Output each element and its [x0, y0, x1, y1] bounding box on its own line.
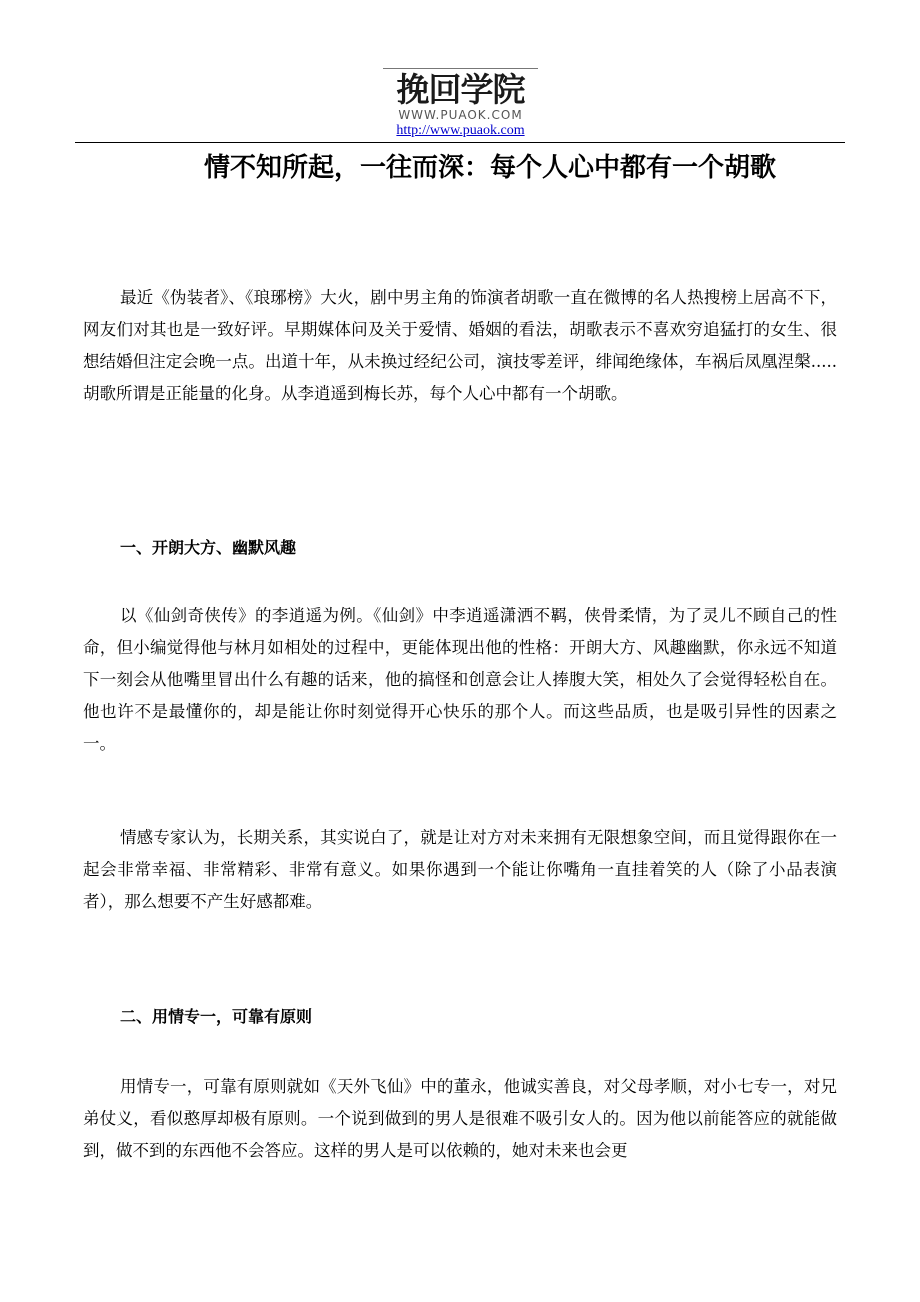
section-heading-2: 二、用情专一，可靠有原则 — [120, 1007, 313, 1026]
header-divider — [75, 142, 845, 143]
site-logo: 挽回学院 — [396, 70, 525, 109]
logo-top-rule — [383, 68, 538, 69]
logo-subtitle: WWW.PUAOK.COM — [398, 108, 523, 122]
page-header — [0, 0, 920, 150]
site-url-link[interactable]: http://www.puaok.com — [396, 123, 525, 138]
section-heading-1: 一、开朗大方、幽默风趣 — [120, 538, 297, 557]
intro-paragraph: 最近《伪装者》、《琅琊榜》大火，剧中男主角的饰演者胡歌一直在微博的名人热搜榜上居高不下，网友们对其也是一致好评。早期媒体问及关于爱情、婚姻的看法，胡歌表示不喜欢穷追猛打的女生、很想结婚但注定会晚一点。出道十年，从未换过经纪公司，演技零差评，绯闻绝缘体，车祸后凤凰涅槃.....胡歌所谓是正能量的化身。从李逍遥到梅长苏，每个人心中都有一个胡歌。 — [83, 288, 837, 403]
article-title: 情不知所起，一往而深：每个人心中都有一个胡歌 — [203, 153, 776, 183]
section-1-paragraph-1: 以《仙剑奇侠传》的李逍遥为例。《仙剑》中李逍遥潇洒不羁，侠骨柔情，为了灵儿不顾自己的性命，但小编觉得他与林月如相处的过程中，更能体现出他的性格：开朗大方、风趣幽默，你永远不知道下一刻会从他嘴里冒出什么有趣的话来，他的搞怪和创意会让人捧腹大笑，相处久了会觉得轻松自在。他也许不是最懂你的，却是能让你时刻觉得开心快乐的那个人。而这些品质，也是吸引异性的因素之一。 — [83, 606, 837, 753]
section-1-paragraph-2: 情感专家认为，长期关系，其实说白了，就是让对方对未来拥有无限想象空间，而且觉得跟你在一起会非常幸福、非常精彩、非常有意义。如果你遇到一个能让你嘴角一直挂着笑的人（除了小品表演者），那么想要不产生好感都难。 — [83, 828, 837, 911]
section-2-paragraph-1: 用情专一，可靠有原则就如《天外飞仙》中的董永，他诚实善良，对父母孝顺，对小七专一，对兄弟仗义，看似憨厚却极有原则。一个说到做到的男人是很难不吸引女人的。因为他以前能答应的就能做到，做不到的东西他不会答应。这样的男人是可以依赖的，她对未来也会更 — [83, 1077, 837, 1160]
